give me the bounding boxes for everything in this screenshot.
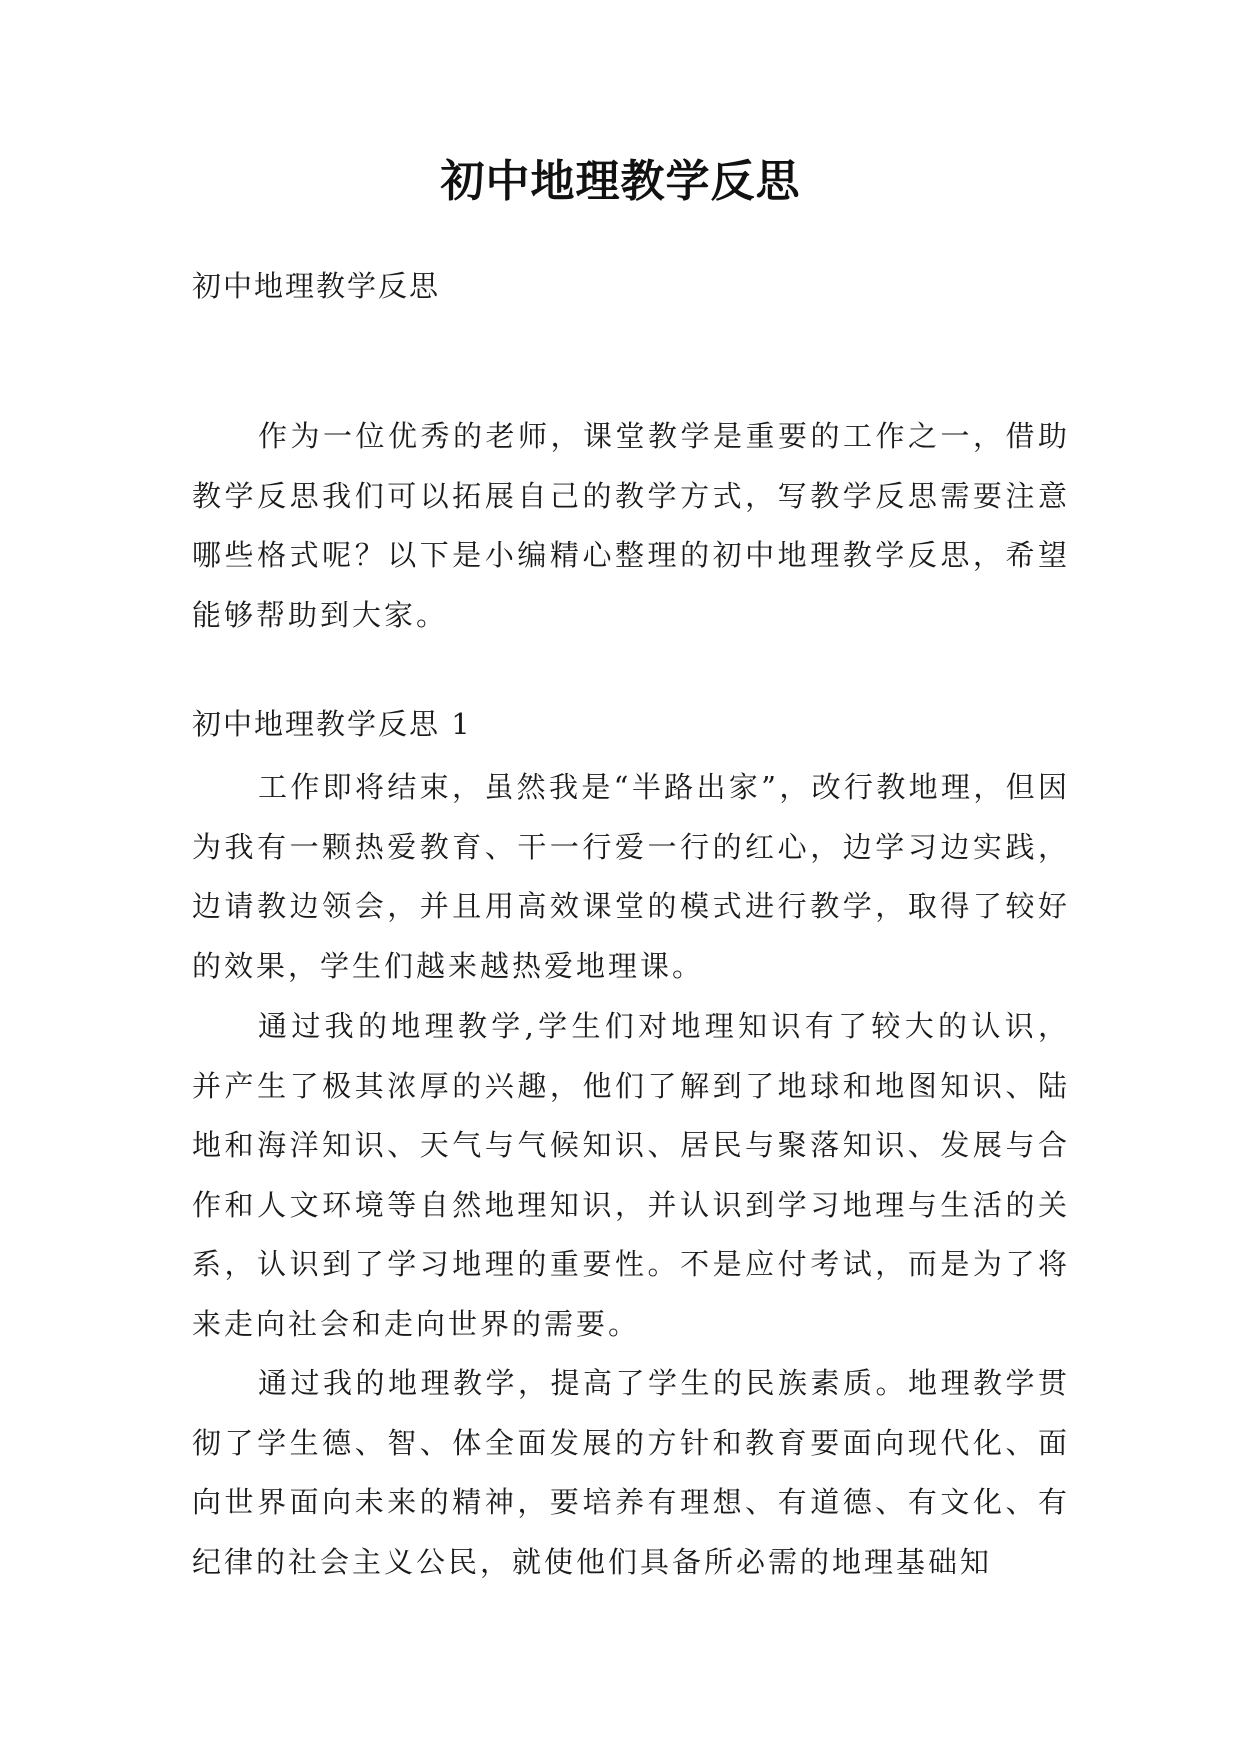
- page-title: 初中地理教学反思: [440, 156, 801, 207]
- body-paragraph-2: 通过我的地理教学,学生们对地理知识有了较大的认识，并产生了极其浓厚的兴趣，他们了解到了地球和地图知识、陆地和海洋知识、天气与气候知识、居民与聚落知识、发展与合作和人文环境等自然地理知识，并认识到学习地理与生活的关系，认识到了学习地理的重要性。不是应付考试，而是为了将来走向社会和走向世界的需要。: [192, 1009, 1070, 1341]
- intro-paragraph: 作为一位优秀的老师，课堂教学是重要的工作之一，借助教学反思我们可以拓展自己的教学方式，写教学反思需要注意哪些格式呢？以下是小编精心整理的初中地理教学反思，希望能够帮助到大家。: [192, 419, 1070, 632]
- body-paragraph-1: 工作即将结束，虽然我是“半路出家”，改行教地理，但因为我有一颗热爱教育、干一行爱一行的红心，边学习边实践，边请教边领会，并且用高效课堂的模式进行教学，取得了较好的效果，学生们越来越热爱地理课。: [192, 770, 1070, 983]
- body-paragraph-3: 通过我的地理教学，提高了学生的民族素质。地理教学贯彻了学生德、智、体全面发展的方针和教育要面向现代化、面向世界面向未来的精神，要培养有理想、有道德、有文化、有纪律的社会主义公民，就使他们具备所必需的地理基础知: [192, 1366, 1070, 1579]
- section-heading: 初中地理教学反思 1: [192, 707, 472, 741]
- document-subtitle: 初中地理教学反思: [192, 269, 441, 303]
